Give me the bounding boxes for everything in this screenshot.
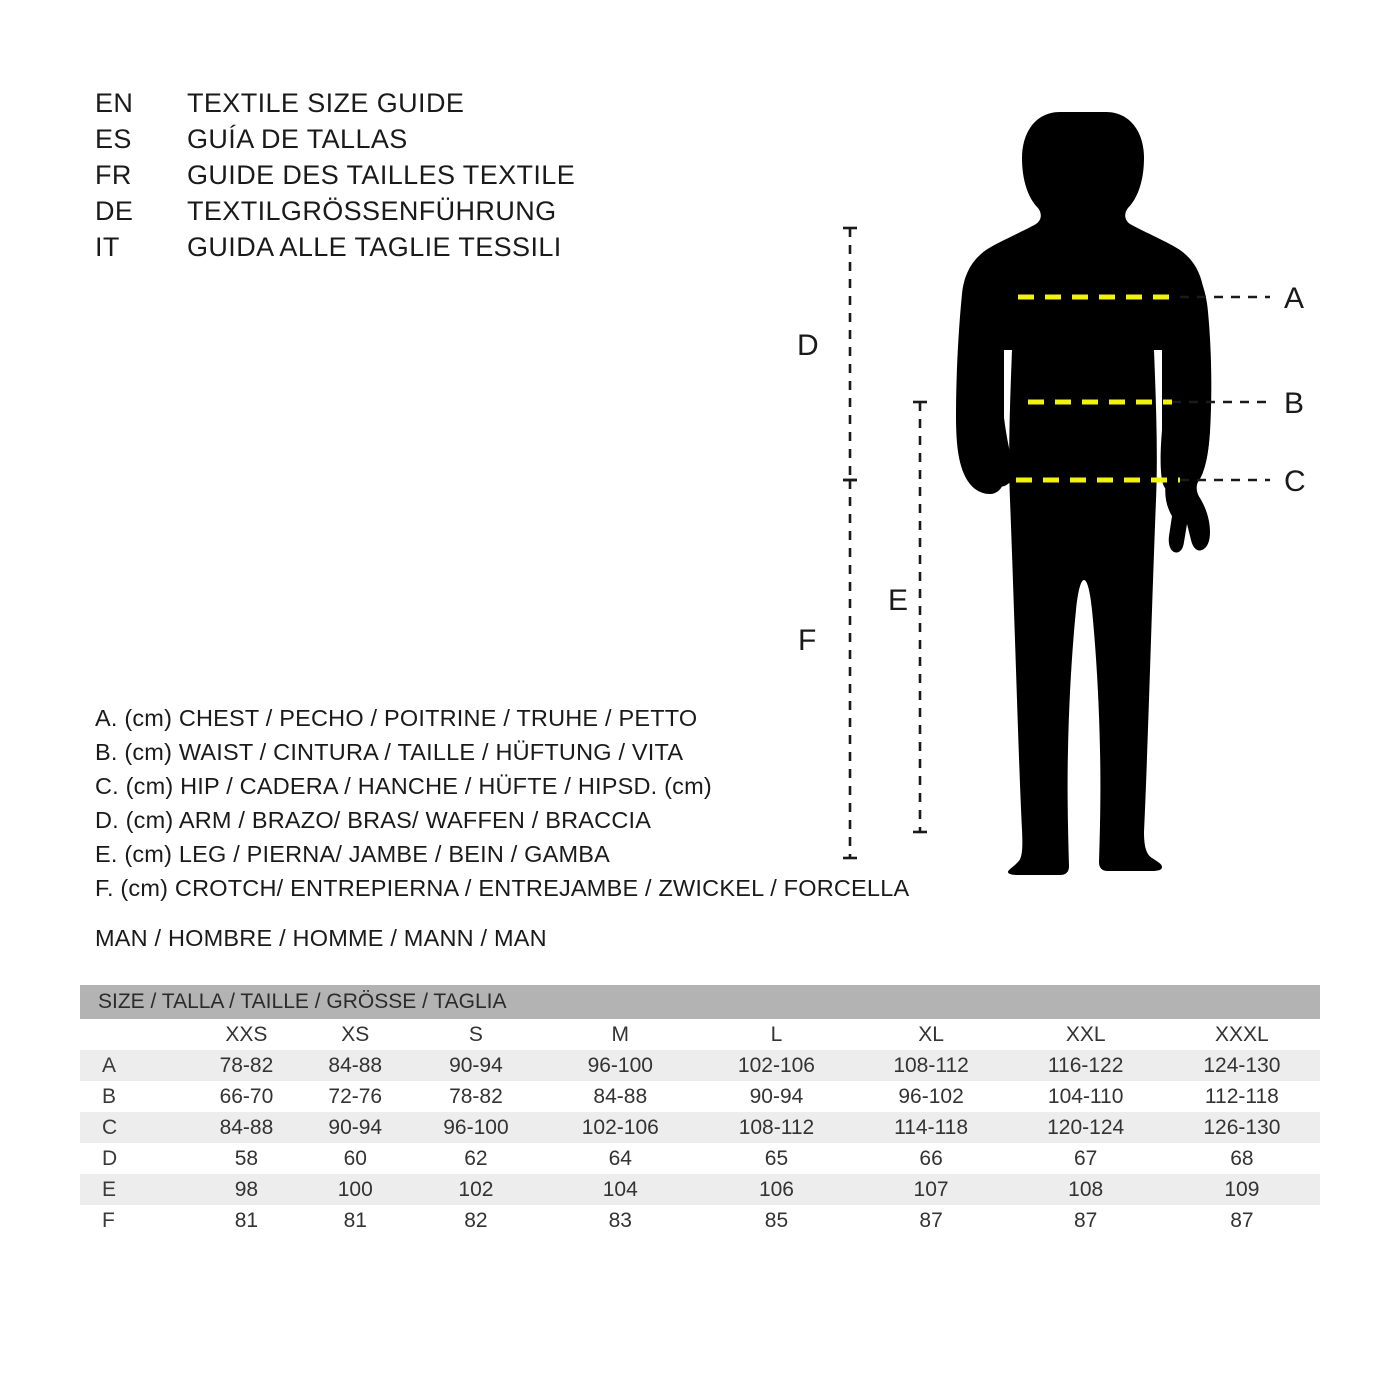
cell-f-s: 82 xyxy=(410,1205,543,1236)
body-measurement-diagram xyxy=(760,50,1360,950)
title-lang-es: ES xyxy=(95,124,132,154)
cell-e-s: 102 xyxy=(410,1174,543,1205)
cell-f-xxs: 81 xyxy=(192,1205,301,1236)
table-row xyxy=(80,1205,1320,1236)
cell-a-xxxl: 124-130 xyxy=(1164,1050,1320,1081)
row-label-f: F xyxy=(80,1205,192,1236)
legend-item-d: D. (cm) ARM / BRAZO/ BRAS/ WAFFEN / BRACCIA xyxy=(95,807,652,833)
legend-item-f: F. (cm) CROTCH/ ENTREPIERNA / ENTREJAMBE / ZWICKEL / FORCELLA xyxy=(95,875,910,901)
column-header-xl: XL xyxy=(855,1019,1008,1050)
table-row xyxy=(80,1143,1320,1174)
row-label-e: E xyxy=(80,1174,192,1205)
cell-c-m: 102-106 xyxy=(542,1112,698,1143)
row-label-d: D xyxy=(80,1143,192,1174)
title-block xyxy=(95,88,715,268)
cell-a-xxl: 116-122 xyxy=(1008,1050,1164,1081)
callout-label-c: C xyxy=(1284,465,1306,498)
cell-b-xxxl: 112-118 xyxy=(1164,1081,1320,1112)
table-row xyxy=(80,1050,1320,1081)
cell-b-xxs: 66-70 xyxy=(192,1081,301,1112)
title-lang-en: EN xyxy=(95,88,134,118)
column-header-m: M xyxy=(542,1019,698,1050)
column-header-l: L xyxy=(698,1019,854,1050)
cell-c-s: 96-100 xyxy=(410,1112,543,1143)
cell-b-xxl: 104-110 xyxy=(1008,1081,1164,1112)
title-row xyxy=(95,196,715,232)
cell-e-xxl: 108 xyxy=(1008,1174,1164,1205)
cell-d-l: 65 xyxy=(698,1143,854,1174)
cell-f-xxl: 87 xyxy=(1008,1205,1164,1236)
callout-label-b: B xyxy=(1284,387,1305,420)
row-label-b: B xyxy=(80,1081,192,1112)
cell-e-xl: 107 xyxy=(855,1174,1008,1205)
cell-c-xxxl: 126-130 xyxy=(1164,1112,1320,1143)
cell-d-xs: 60 xyxy=(301,1143,410,1174)
cell-e-xs: 100 xyxy=(301,1174,410,1205)
title-row xyxy=(95,88,715,124)
title-lang-fr: FR xyxy=(95,160,132,190)
cell-e-m: 104 xyxy=(542,1174,698,1205)
title-row xyxy=(95,124,715,160)
title-row xyxy=(95,232,715,268)
cell-f-xs: 81 xyxy=(301,1205,410,1236)
title-text-fr: GUIDE DES TAILLES TEXTILE xyxy=(187,160,576,190)
row-label-a: A xyxy=(80,1050,192,1081)
cell-a-xs: 84-88 xyxy=(301,1050,410,1081)
legend-item-a: A. (cm) CHEST / PECHO / POITRINE / TRUHE / PETTO xyxy=(95,705,698,731)
cell-e-xxs: 98 xyxy=(192,1174,301,1205)
title-text-de: TEXTILGRÖSSENFÜHRUNG xyxy=(187,196,557,226)
cell-d-xxs: 58 xyxy=(192,1143,301,1174)
row-label-c: C xyxy=(80,1112,192,1143)
cell-a-s: 90-94 xyxy=(410,1050,543,1081)
callout-label-d: D xyxy=(797,329,819,362)
cell-b-l: 90-94 xyxy=(698,1081,854,1112)
table-row xyxy=(80,1081,1320,1112)
cell-f-m: 83 xyxy=(542,1205,698,1236)
callout-label-a: A xyxy=(1284,282,1305,315)
cell-a-xxs: 78-82 xyxy=(192,1050,301,1081)
callout-label-f: F xyxy=(798,624,817,657)
dimension-d xyxy=(843,228,857,480)
size-table xyxy=(80,985,1320,1236)
cell-f-l: 85 xyxy=(698,1205,854,1236)
cell-c-l: 108-112 xyxy=(698,1112,854,1143)
dimension-e xyxy=(913,402,927,832)
cell-b-s: 78-82 xyxy=(410,1081,543,1112)
legend-item-e: E. (cm) LEG / PIERNA/ JAMBE / BEIN / GAMBA xyxy=(95,841,611,867)
gender-label: MAN / HOMBRE / HOMME / MANN / MAN xyxy=(95,925,547,951)
column-header-xs: XS xyxy=(301,1019,410,1050)
cell-d-m: 64 xyxy=(542,1143,698,1174)
male-silhouette-icon xyxy=(956,112,1211,875)
table-row xyxy=(80,1112,1320,1143)
column-header-xxs: XXS xyxy=(192,1019,301,1050)
column-header-xxl: XXL xyxy=(1008,1019,1164,1050)
cell-b-m: 84-88 xyxy=(542,1081,698,1112)
cell-e-l: 106 xyxy=(698,1174,854,1205)
title-row xyxy=(95,160,715,196)
cell-d-xxxl: 68 xyxy=(1164,1143,1320,1174)
cell-f-xl: 87 xyxy=(855,1205,1008,1236)
cell-c-xs: 90-94 xyxy=(301,1112,410,1143)
table-header-bar xyxy=(80,985,1320,1019)
cell-c-xxl: 120-124 xyxy=(1008,1112,1164,1143)
cell-f-xxxl: 87 xyxy=(1164,1205,1320,1236)
cell-c-xxs: 84-88 xyxy=(192,1112,301,1143)
title-text-it: GUIDA ALLE TAGLIE TESSILI xyxy=(187,232,562,262)
title-text-es: GUÍA DE TALLAS xyxy=(187,124,408,154)
cell-d-s: 62 xyxy=(410,1143,543,1174)
cell-a-l: 102-106 xyxy=(698,1050,854,1081)
table-header-bar-label: SIZE / TALLA / TAILLE / GRÖSSE / TAGLIA xyxy=(80,985,1320,1019)
legend-item-c: C. (cm) HIP / CADERA / HANCHE / HÜFTE / HIPSD. (cm) xyxy=(95,773,712,799)
cell-a-m: 96-100 xyxy=(542,1050,698,1081)
column-header-xxxl: XXXL xyxy=(1164,1019,1320,1050)
cell-e-xxxl: 109 xyxy=(1164,1174,1320,1205)
cell-b-xs: 72-76 xyxy=(301,1081,410,1112)
table-row xyxy=(80,1174,1320,1205)
legend-item-b: B. (cm) WAIST / CINTURA / TAILLE / HÜFTUNG / VITA xyxy=(95,739,684,765)
title-lang-de: DE xyxy=(95,196,134,226)
title-text-en: TEXTILE SIZE GUIDE xyxy=(187,88,465,118)
column-header-blank xyxy=(80,1019,192,1050)
cell-c-xl: 114-118 xyxy=(855,1112,1008,1143)
title-lang-it: IT xyxy=(95,232,120,262)
cell-a-xl: 108-112 xyxy=(855,1050,1008,1081)
measurement-legend xyxy=(95,705,910,909)
column-header-s: S xyxy=(410,1019,543,1050)
callout-label-e: E xyxy=(888,584,909,617)
table-column-headers xyxy=(80,1019,1320,1050)
cell-b-xl: 96-102 xyxy=(855,1081,1008,1112)
cell-d-xxl: 67 xyxy=(1008,1143,1164,1174)
cell-d-xl: 66 xyxy=(855,1143,1008,1174)
dimension-f xyxy=(843,480,857,858)
